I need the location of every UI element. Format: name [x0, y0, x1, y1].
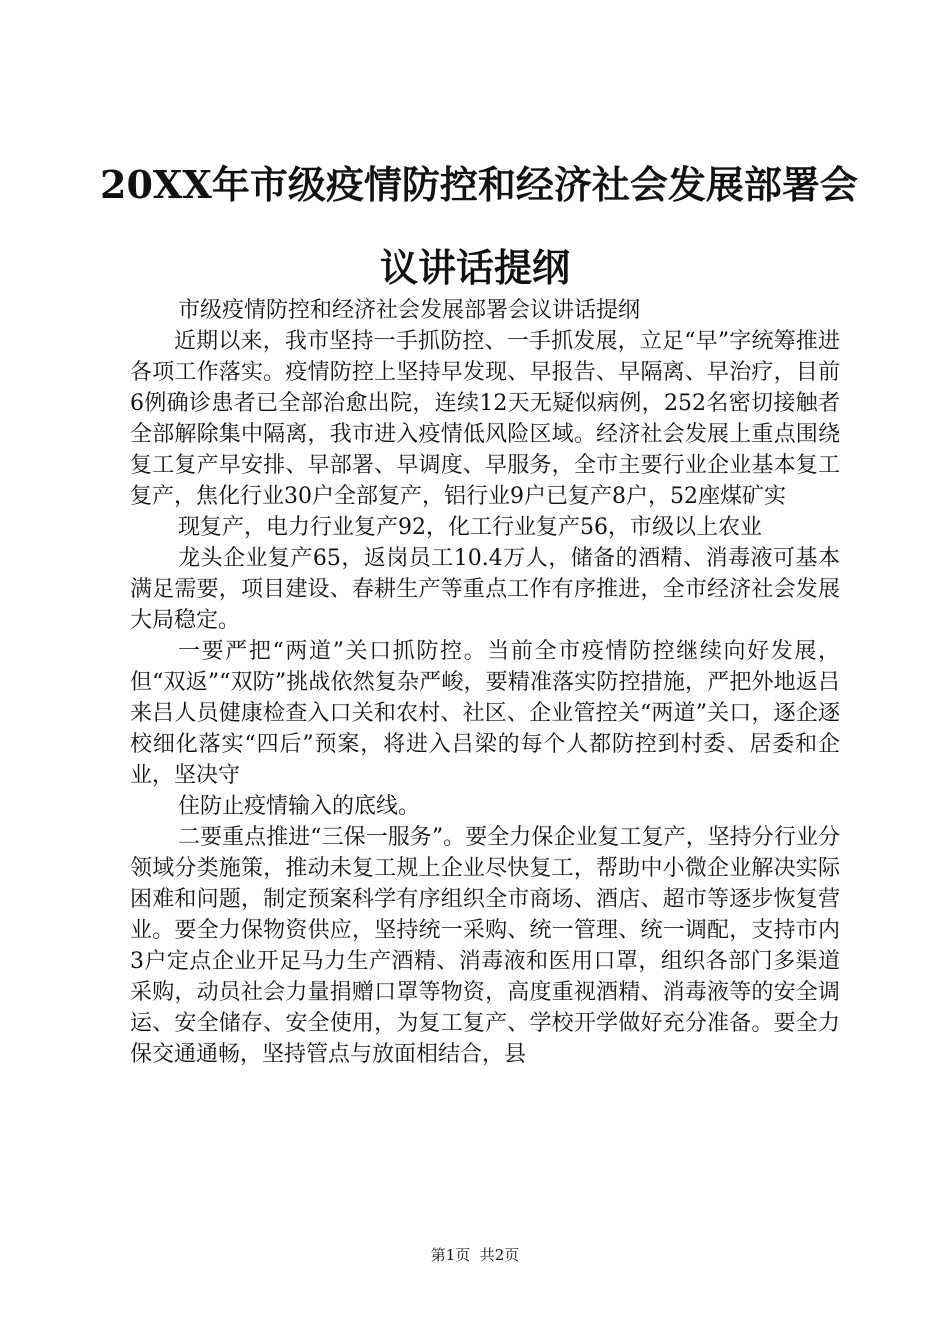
document-title-line-1: 20XX年市级疫情防控和经济社会发展部署会 — [100, 162, 858, 207]
body-paragraph: 龙头企业复产65，返岗员工10.4万人，储备的酒精、消毒液可基本满足需要，项目建设、春耕生产等重点工作有序推进，全市经济社会发展大局稳定。 — [130, 546, 840, 633]
document-body — [130, 295, 840, 1070]
body-paragraph: 住防止疫情输入的底线。 — [178, 794, 421, 819]
document-title-line-2: 议讲话提纲 — [379, 245, 570, 290]
subtitle-paragraph: 市级疫情防控和经济社会发展部署会议讲话提纲 — [178, 298, 641, 323]
body-paragraph: 二要重点推进“三保一服务”。要全力保企业复工复产，坚持分行业分领域分类施策，推动未复工规上企业尽快复工，帮助中小微企业解决实际困难和问题，制定预案科学有序组织全市商场、酒店、超市等逐步恢复营业。要全力保物资供应，坚持统一采购、统一管理、统一调配，支持市内3户定点企业开足马力生产酒精、消毒液和医用口罩，组织各部门多渠道采购，动员社会力量捐赠口罩等物资，高度重视酒精、消毒液等的安全调运、安全储存、安全使用，为复工复产、学校开学做好充分准备。要全力保交通通畅，坚持管点与放面相结合，县 — [130, 825, 840, 1067]
body-paragraph: 现复产，电力行业复产92，化工行业复产56，市级以上农业 — [178, 515, 762, 540]
page-number-footer: 第1页 共2页 — [430, 1246, 520, 1264]
body-paragraph: 近期以来，我市坚持一手抓防控、一手抓发展，立足“早”字统筹推进各项工作落实。疫情防控上坚持早发现、早报告、早隔离、早治疗，目前6例确诊患者已全部治愈出院，连续12天无疑似病例，252名密切接触者全部解除集中隔离，我市进入疫情低风险区域。经济社会发展上重点围绕复工复产早安排、早部署、早调度、早服务，全市主要行业企业基本复工复产，焦化行业30户全部复产，铝行业9户已复产8户，52座煤矿实 — [130, 329, 840, 509]
body-paragraph: 一要严把“两道”关口抓防控。当前全市疫情防控继续向好发展，但“双返”“双防”挑战依然复杂严峻，要精准落实防控措施，严把外地返吕来吕人员健康检查入口关和农村、社区、企业管控关“两道”关口，逐企逐校细化落实“四后”预案，将进入吕梁的每个人都防控到村委、居委和企业，坚决守 — [130, 639, 840, 788]
